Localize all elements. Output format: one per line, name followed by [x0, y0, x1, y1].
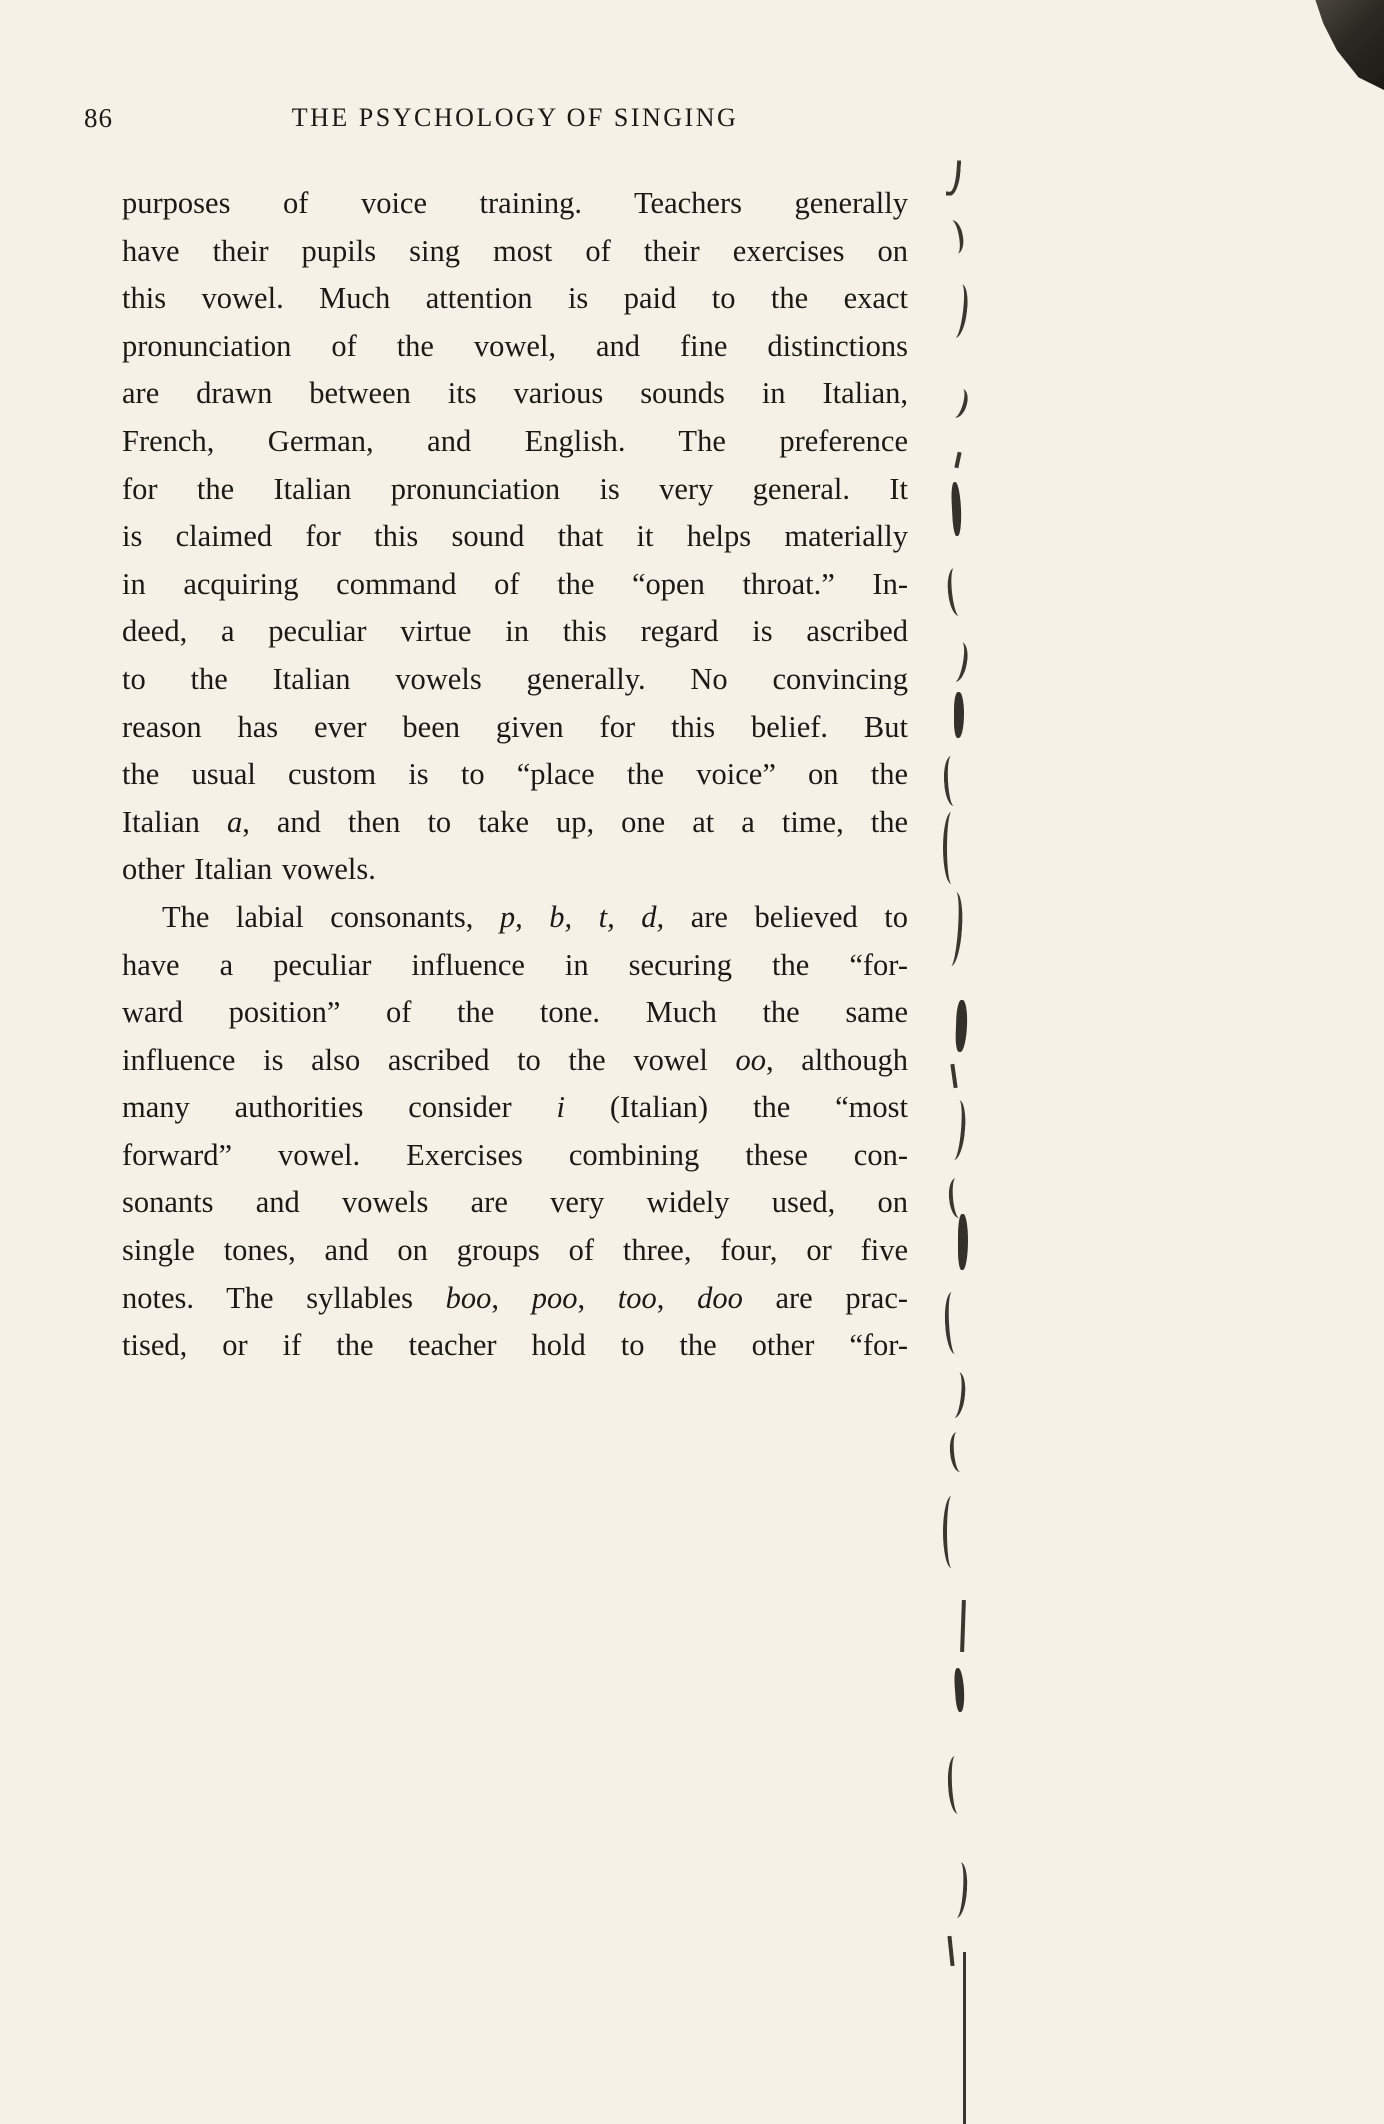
ink-mark: [953, 1668, 965, 1713]
italic-text: poo: [531, 1280, 578, 1315]
text-line: [122, 1084, 908, 1132]
ink-mark: [960, 1600, 966, 1652]
text-segment: are prac-: [742, 1280, 909, 1315]
text-line: [122, 370, 908, 418]
ink-mark: [945, 1099, 967, 1160]
text-line: [122, 180, 908, 228]
text-segment: The labial consonants,: [162, 899, 500, 934]
text-segment: other Italian vowels.: [122, 852, 376, 887]
text-segment: forward” vowel. Exercises combining these con-: [122, 1137, 908, 1172]
text-segment: reason has ever been given for this belief. But: [122, 709, 908, 744]
ink-mark: [954, 692, 964, 738]
text-segment: ,: [656, 1280, 698, 1315]
italic-text: a: [226, 804, 243, 839]
italic-text: too: [617, 1280, 657, 1315]
ink-mark: [946, 567, 968, 617]
text-segment: (Italian) the “most: [564, 1090, 908, 1125]
text-segment: purposes of voice training. Teachers generally: [122, 186, 908, 220]
text-segment: the usual custom is to “place the voice” on the: [122, 757, 908, 792]
ink-mark: [950, 1064, 957, 1088]
italic-text: oo: [735, 1042, 766, 1077]
text-segment: many authorities consider: [122, 1090, 557, 1125]
ink-mark: [943, 219, 966, 255]
italic-text: boo: [445, 1280, 492, 1315]
text-line: [122, 751, 908, 799]
text-line: [122, 1037, 908, 1085]
ink-mark: [943, 1496, 960, 1568]
text-segment: pronunciation of the vowel, and fine distinctions: [122, 328, 908, 363]
text-line: [122, 323, 908, 371]
ink-mark: [955, 1000, 968, 1052]
page-corner-shadow: [1286, 0, 1384, 90]
ink-mark: [948, 1431, 968, 1472]
ink-mark: [947, 1936, 954, 1966]
text-line: [122, 513, 908, 561]
ink-mark: [943, 812, 960, 884]
italic-text: doo: [697, 1280, 743, 1315]
text-line: [122, 275, 908, 323]
body-text: [122, 180, 908, 1370]
italic-text: i: [556, 1090, 565, 1125]
text-segment: single tones, and on groups of three, four, or five: [122, 1233, 908, 1268]
text-line: [122, 1132, 908, 1180]
text-line: [122, 1179, 908, 1227]
text-segment: ward position” of the tone. Much the same: [122, 995, 908, 1030]
ink-mark: [947, 283, 970, 339]
ink-mark: [942, 891, 964, 966]
text-line: [122, 466, 908, 514]
running-title: THE PSYCHOLOGY OF SINGING: [291, 103, 739, 132]
text-segment: have a peculiar influence in securing the “for-: [122, 947, 908, 982]
text-segment: tised, or if the teacher hold to the other “for-: [122, 1328, 908, 1363]
text-segment: deed, a peculiar virtue in this regard is ascribed: [122, 614, 908, 649]
text-line: [122, 1275, 908, 1323]
ink-mark: [946, 386, 971, 420]
italic-text: p, b, t, d,: [499, 899, 665, 934]
text-segment: , although: [766, 1042, 908, 1077]
text-segment: to the Italian vowels generally. No convincing: [122, 661, 908, 696]
text-line: [122, 1322, 908, 1370]
text-segment: ,: [491, 1280, 532, 1315]
text-segment: , and then to take up, one at a time, the: [242, 804, 908, 839]
text-segment: in acquiring command of the “open throat.” In-: [122, 566, 908, 601]
text-segment: this vowel. Much attention is paid to the exact: [122, 281, 908, 316]
ink-mark: [963, 1952, 966, 2124]
text-segment: sonants and vowels are very widely used, on: [122, 1185, 908, 1220]
text-line: [122, 846, 908, 894]
text-line: [122, 704, 908, 752]
text-line: [122, 942, 908, 990]
ink-mark: [946, 160, 961, 197]
text-line: [122, 418, 908, 466]
text-segment: ,: [577, 1280, 618, 1315]
ink-mark: [943, 1292, 963, 1355]
text-segment: French, German, and English. The preference: [122, 423, 908, 458]
ink-mark: [951, 482, 963, 536]
text-line: [122, 989, 908, 1037]
text-line: [122, 608, 908, 656]
ink-mark: [958, 1214, 968, 1270]
text-line: [122, 561, 908, 609]
ink-mark: [947, 641, 971, 683]
ink-mark: [946, 1371, 968, 1419]
text-segment: influence is also ascribed to the vowel: [122, 1042, 736, 1077]
ink-mark: [946, 1756, 966, 1815]
text-segment: notes. The syllables: [122, 1280, 446, 1315]
text-segment: is claimed for this sound that it helps materially: [122, 519, 908, 554]
ink-mark: [943, 756, 963, 807]
ink-mark: [947, 1177, 967, 1218]
ink-mark: [954, 452, 961, 468]
text-segment: are drawn between its various sounds in Italian,: [122, 376, 908, 411]
text-segment: are believed to: [664, 899, 908, 934]
text-segment: have their pupils sing most of their exercises on: [122, 233, 908, 268]
text-line: [122, 656, 908, 704]
page-number: 86: [84, 103, 113, 133]
text-line: [122, 1227, 908, 1275]
text-segment: Italian: [122, 804, 227, 839]
ink-mark: [948, 1861, 969, 1918]
text-line: [122, 894, 908, 942]
text-line: [122, 228, 908, 276]
text-segment: for the Italian pronunciation is very general. It: [122, 471, 908, 506]
text-line: [122, 799, 908, 847]
